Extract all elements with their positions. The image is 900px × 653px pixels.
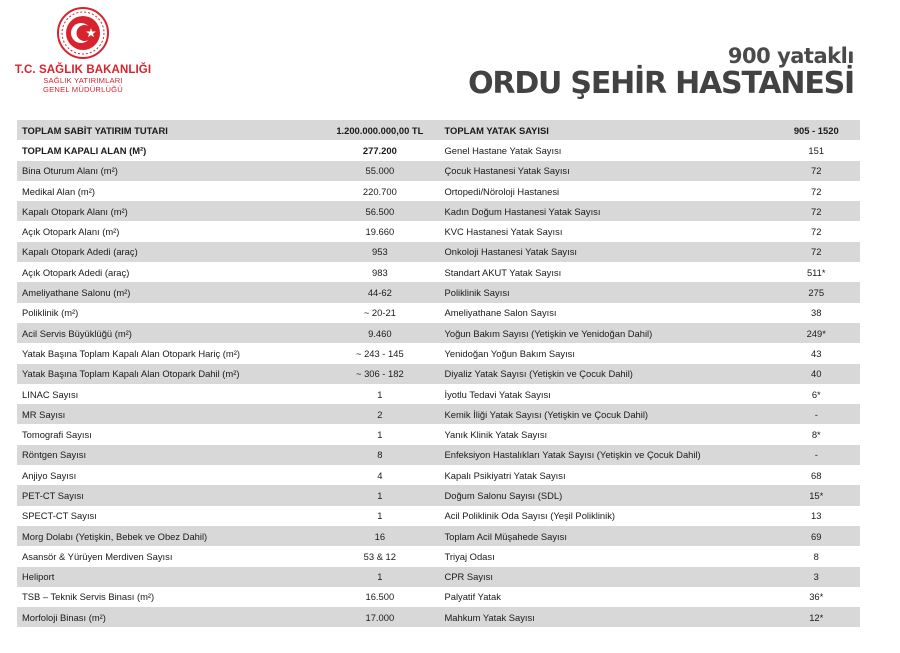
table-row	[17, 445, 860, 465]
right-value-cell: 275	[808, 287, 825, 299]
org-subtitle-line1: SAĞLIK YATIRIMLARI	[43, 76, 123, 85]
page-title-block	[468, 44, 854, 100]
left-label-cell: PET-CT Sayısı	[22, 489, 84, 501]
table-row	[17, 120, 860, 140]
right-label-cell: Enfeksiyon Hastalıkları Yatak Sayısı (Yetişkin ve Çocuk Dahil)	[444, 449, 701, 461]
right-label-cell: Mahkum Yatak Sayısı	[444, 611, 535, 623]
table-row	[17, 221, 860, 241]
right-value-cell: 511*	[806, 266, 826, 278]
left-label-cell: Tomografi Sayısı	[22, 429, 92, 441]
left-value-cell: 1.200.000.000,00 TL	[336, 124, 424, 136]
table-row	[17, 161, 860, 181]
left-value-cell: ~ 306 - 182	[355, 368, 404, 380]
right-label-cell: Çocuk Hastanesi Yatak Sayısı	[444, 165, 570, 177]
right-label-cell: Yoğun Bakım Sayısı (Yetişkin ve Yenidoğan Dahil)	[444, 327, 653, 339]
ministry-logo	[14, 6, 152, 94]
page-title: ORDU ŞEHİR HASTANESİ	[468, 66, 854, 101]
right-value-cell: 8*	[811, 429, 821, 441]
left-value-cell: 1	[377, 571, 383, 583]
ministry-emblem-icon	[56, 6, 110, 60]
table-row	[17, 506, 860, 526]
page-subtitle: 900 yataklı	[727, 44, 854, 68]
right-label-cell: Poliklinik Sayısı	[444, 287, 510, 299]
left-label-cell: Poliklinik (m²)	[22, 307, 79, 319]
right-value-cell: 3	[813, 571, 819, 583]
table-row	[17, 303, 860, 323]
table-row	[17, 323, 860, 343]
left-value-cell: 2	[377, 408, 383, 420]
left-label-cell: MR Sayısı	[22, 408, 66, 420]
right-label-cell: Triyaj Odası	[444, 550, 495, 562]
right-value-cell: 8	[813, 550, 819, 562]
left-value-cell: 16	[374, 530, 386, 542]
right-label-cell: Palyatif Yatak	[444, 591, 501, 603]
left-value-cell: 8	[377, 449, 383, 461]
left-value-cell: 56.500	[365, 205, 395, 217]
right-value-cell: 6*	[811, 388, 821, 400]
table-row	[17, 201, 860, 221]
right-label-cell: Acil Poliklinik Oda Sayısı (Yeşil Poliklinik)	[444, 510, 616, 522]
right-label-cell: CPR Sayısı	[444, 571, 493, 583]
left-value-cell: 1	[377, 429, 383, 441]
table-row	[17, 242, 860, 262]
left-label-cell: Açık Otopark Alanı (m²)	[22, 226, 120, 238]
right-value-cell: 151	[808, 144, 825, 156]
left-value-cell: 4	[377, 469, 383, 481]
table-row	[17, 485, 860, 505]
right-label-cell: TOPLAM YATAK SAYISI	[444, 124, 549, 136]
right-value-cell: 72	[811, 185, 822, 197]
left-value-cell: 55.000	[365, 165, 395, 177]
left-label-cell: Anjiyo Sayısı	[22, 469, 77, 481]
hospital-stats-table	[17, 120, 860, 627]
right-value-cell: 68	[811, 469, 822, 481]
right-value-cell: 13	[811, 510, 822, 522]
left-label-cell: Asansör & Yürüyen Merdiven Sayısı	[22, 550, 173, 562]
right-label-cell: Ortopedi/Nöroloji Hastanesi	[444, 185, 560, 197]
right-label-cell: Doğum Salonu Sayısı (SDL)	[444, 489, 563, 501]
right-label-cell: Genel Hastane Yatak Sayısı	[444, 144, 562, 156]
left-label-cell: Medikal Alan (m²)	[22, 185, 95, 197]
right-label-cell: Onkoloji Hastanesi Yatak Sayısı	[444, 246, 578, 258]
left-label-cell: Morg Dolabı (Yetişkin, Bebek ve Obez Dahil)	[22, 530, 208, 542]
right-label-cell: Kemik İliği Yatak Sayısı (Yetişkin ve Çocuk Dahil)	[444, 408, 649, 420]
left-label-cell: TOPLAM KAPALI ALAN (M²)	[22, 144, 147, 156]
right-value-cell: 249*	[806, 327, 826, 339]
left-value-cell: 1	[377, 489, 383, 501]
left-label-cell: SPECT-CT Sayısı	[22, 510, 97, 522]
left-label-cell: Bina Oturum Alanı (m²)	[22, 165, 118, 177]
table-row	[17, 181, 860, 201]
left-label-cell: Açık Otopark Adedi (araç)	[22, 266, 130, 278]
right-value-cell: -	[814, 408, 818, 420]
left-label-cell: LINAC Sayısı	[22, 388, 79, 400]
left-value-cell: 9.460	[368, 327, 392, 339]
table-row	[17, 140, 860, 160]
right-value-cell: 72	[811, 246, 822, 258]
table-row	[17, 282, 860, 302]
right-label-cell: Kadın Doğum Hastanesi Yatak Sayısı	[444, 205, 601, 217]
right-label-cell: Ameliyathane Salon Sayısı	[444, 307, 557, 319]
right-label-cell: Diyaliz Yatak Sayısı (Yetişkin ve Çocuk Dahil)	[444, 368, 633, 380]
table-row	[17, 262, 860, 282]
table-row	[17, 587, 860, 607]
right-value-cell: 905 - 1520	[793, 124, 839, 136]
right-label-cell: Toplam Acil Müşahede Sayısı	[444, 530, 567, 542]
table-row	[17, 364, 860, 384]
table-row	[17, 384, 860, 404]
right-label-cell: Kapalı Psikiyatri Yatak Sayısı	[444, 469, 566, 481]
left-value-cell: 16.500	[365, 591, 395, 603]
right-value-cell: -	[814, 449, 818, 461]
left-value-cell: 953	[372, 246, 388, 258]
left-value-cell: 1	[377, 510, 383, 522]
left-value-cell: 17.000	[365, 611, 395, 623]
table-row	[17, 424, 860, 444]
right-value-cell: 15*	[809, 489, 824, 501]
left-label-cell: Ameliyathane Salonu (m²)	[22, 287, 131, 299]
left-label-cell: Röntgen Sayısı	[22, 449, 87, 461]
left-label-cell: Heliport	[22, 571, 55, 583]
left-label-cell: Kapalı Otopark Adedi (araç)	[22, 246, 138, 258]
right-value-cell: 72	[811, 226, 822, 238]
left-value-cell: 44-62	[367, 287, 392, 299]
table-row	[17, 465, 860, 485]
right-value-cell: 72	[811, 205, 822, 217]
left-value-cell: ~ 243 - 145	[355, 347, 404, 359]
table-row	[17, 567, 860, 587]
org-subtitle-line2: GENEL MÜDÜRLÜĞÜ	[43, 85, 123, 94]
right-value-cell: 69	[811, 530, 822, 542]
table-row	[17, 546, 860, 566]
right-label-cell: Yanık Klinik Yatak Sayısı	[444, 429, 548, 441]
right-label-cell: KVC Hastanesi Yatak Sayısı	[444, 226, 563, 238]
left-value-cell: 277.200	[362, 144, 397, 156]
org-name: T.C. SAĞLIK BAKANLIĞI	[14, 64, 152, 76]
left-value-cell: 53 & 12	[363, 550, 396, 562]
left-value-cell: 1	[377, 388, 383, 400]
left-value-cell: 983	[372, 266, 388, 278]
left-label-cell: Kapalı Otopark Alanı (m²)	[22, 205, 128, 217]
left-label-cell: Morfoloji Binası (m²)	[22, 611, 106, 623]
right-value-cell: 43	[811, 347, 822, 359]
left-label-cell: Yatak Başına Toplam Kapalı Alan Otopark Dahil (m²)	[22, 368, 240, 380]
right-label-cell: Standart AKUT Yatak Sayısı	[444, 266, 562, 278]
right-value-cell: 38	[811, 307, 822, 319]
right-label-cell: Yenidoğan Yoğun Bakım Sayısı	[444, 347, 575, 359]
table-row	[17, 343, 860, 363]
left-value-cell: ~ 20-21	[363, 307, 396, 319]
right-label-cell: İyotlu Tedavi Yatak Sayısı	[444, 388, 551, 400]
left-value-cell: 19.660	[365, 226, 395, 238]
right-value-cell: 40	[811, 368, 822, 380]
left-value-cell: 220.700	[362, 185, 397, 197]
table-row	[17, 404, 860, 424]
table-row	[17, 607, 860, 627]
left-label-cell: Yatak Başına Toplam Kapalı Alan Otopark Hariç (m²)	[22, 347, 240, 359]
table-row	[17, 526, 860, 546]
left-label-cell: TSB – Teknik Servis Binası (m²)	[22, 591, 155, 603]
right-value-cell: 36*	[809, 591, 824, 603]
right-value-cell: 72	[811, 165, 822, 177]
right-value-cell: 12*	[809, 611, 824, 623]
left-label-cell: TOPLAM SABİT YATIRIM TUTARI	[22, 124, 168, 136]
left-label-cell: Acil Servis Büyüklüğü (m²)	[22, 327, 132, 339]
